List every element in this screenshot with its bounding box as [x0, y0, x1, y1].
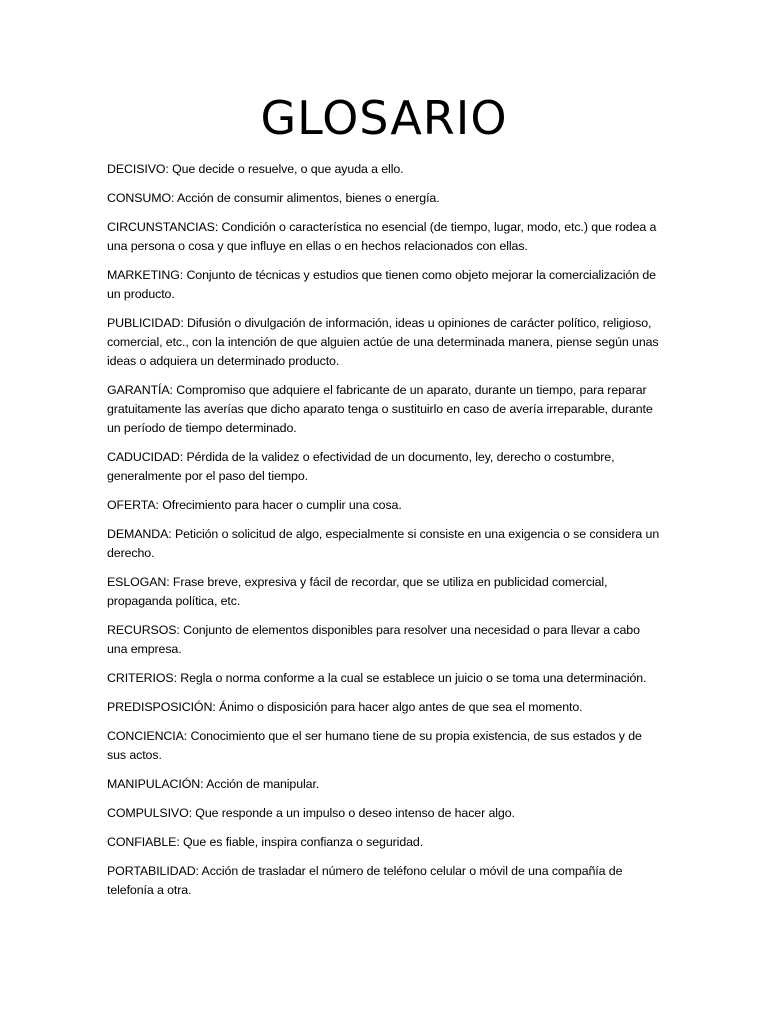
glossary-entry: MARKETING: Conjunto de técnicas y estudios que tienen como objeto mejorar la comercialización de un producto. — [107, 268, 656, 301]
glossary-entry: CONFIABLE: Que es fiable, inspira confianza o seguridad. — [107, 835, 424, 849]
glossary-entry: ESLOGAN: Frase breve, expresiva y fácil de recordar, que se utiliza en publicidad comercial, propaganda política, etc. — [107, 575, 608, 608]
glossary-entry: PUBLICIDAD: Difusión o divulgación de información, ideas u opiniones de carácter político, religioso, comercial, etc., con la intención de que alguien actúe de una determinada manera, piense según unas ideas o adquiera un determinado producto. — [107, 316, 659, 368]
page-title: GLOSARIO — [260, 91, 508, 145]
glossary-entry: CIRCUNSTANCIAS: Condición o característica no esencial (de tiempo, lugar, modo, etc.) que rodea a una persona o cosa y que influye en ellas o en hechos relacionados con ellas. — [107, 220, 657, 253]
glossary-entry: PORTABILIDAD: Acción de trasladar el número de teléfono celular o móvil de una compañía de telefonía a otra. — [107, 864, 623, 897]
glossary-entry: CADUCIDAD: Pérdida de la validez o efectividad de un documento, ley, derecho o costumbre, generalmente por el paso del tiempo. — [107, 450, 615, 483]
glossary-list — [107, 160, 662, 910]
glossary-entry: MANIPULACIÓN: Acción de manipular. — [107, 777, 320, 791]
glossary-entry: DEMANDA: Petición o solicitud de algo, especialmente si consiste en una exigencia o se considera un derecho. — [107, 527, 660, 560]
glossary-entry: CRITERIOS: Regla o norma conforme a la cual se establece un juicio o se toma una determinación. — [107, 671, 647, 685]
glossary-entry: COMPULSIVO: Que responde a un impulso o deseo intenso de hacer algo. — [107, 806, 515, 820]
glossary-entry: OFERTA: Ofrecimiento para hacer o cumplir una cosa. — [107, 498, 402, 512]
glossary-entry: CONSUMO: Acción de consumir alimentos, bienes o energía. — [107, 191, 440, 205]
glossary-entry: DECISIVO: Que decide o resuelve, o que ayuda a ello. — [107, 162, 404, 176]
glossary-entry: RECURSOS: Conjunto de elementos disponibles para resolver una necesidad o para llevar a cabo una empresa. — [107, 623, 640, 656]
glossary-entry: PREDISPOSICIÓN: Ánimo o disposición para hacer algo antes de que sea el momento. — [107, 700, 583, 714]
glossary-entry: GARANTÍA: Compromiso que adquiere el fabricante de un aparato, durante un tiempo, para reparar gratuitamente las averías que dicho aparato tenga o sustituirlo en caso de avería irreparable, durante un período de tiempo determinado. — [107, 383, 653, 435]
glossary-entry: CONCIENCIA: Conocimiento que el ser humano tiene de su propia existencia, de sus estados y de sus actos. — [107, 729, 642, 762]
